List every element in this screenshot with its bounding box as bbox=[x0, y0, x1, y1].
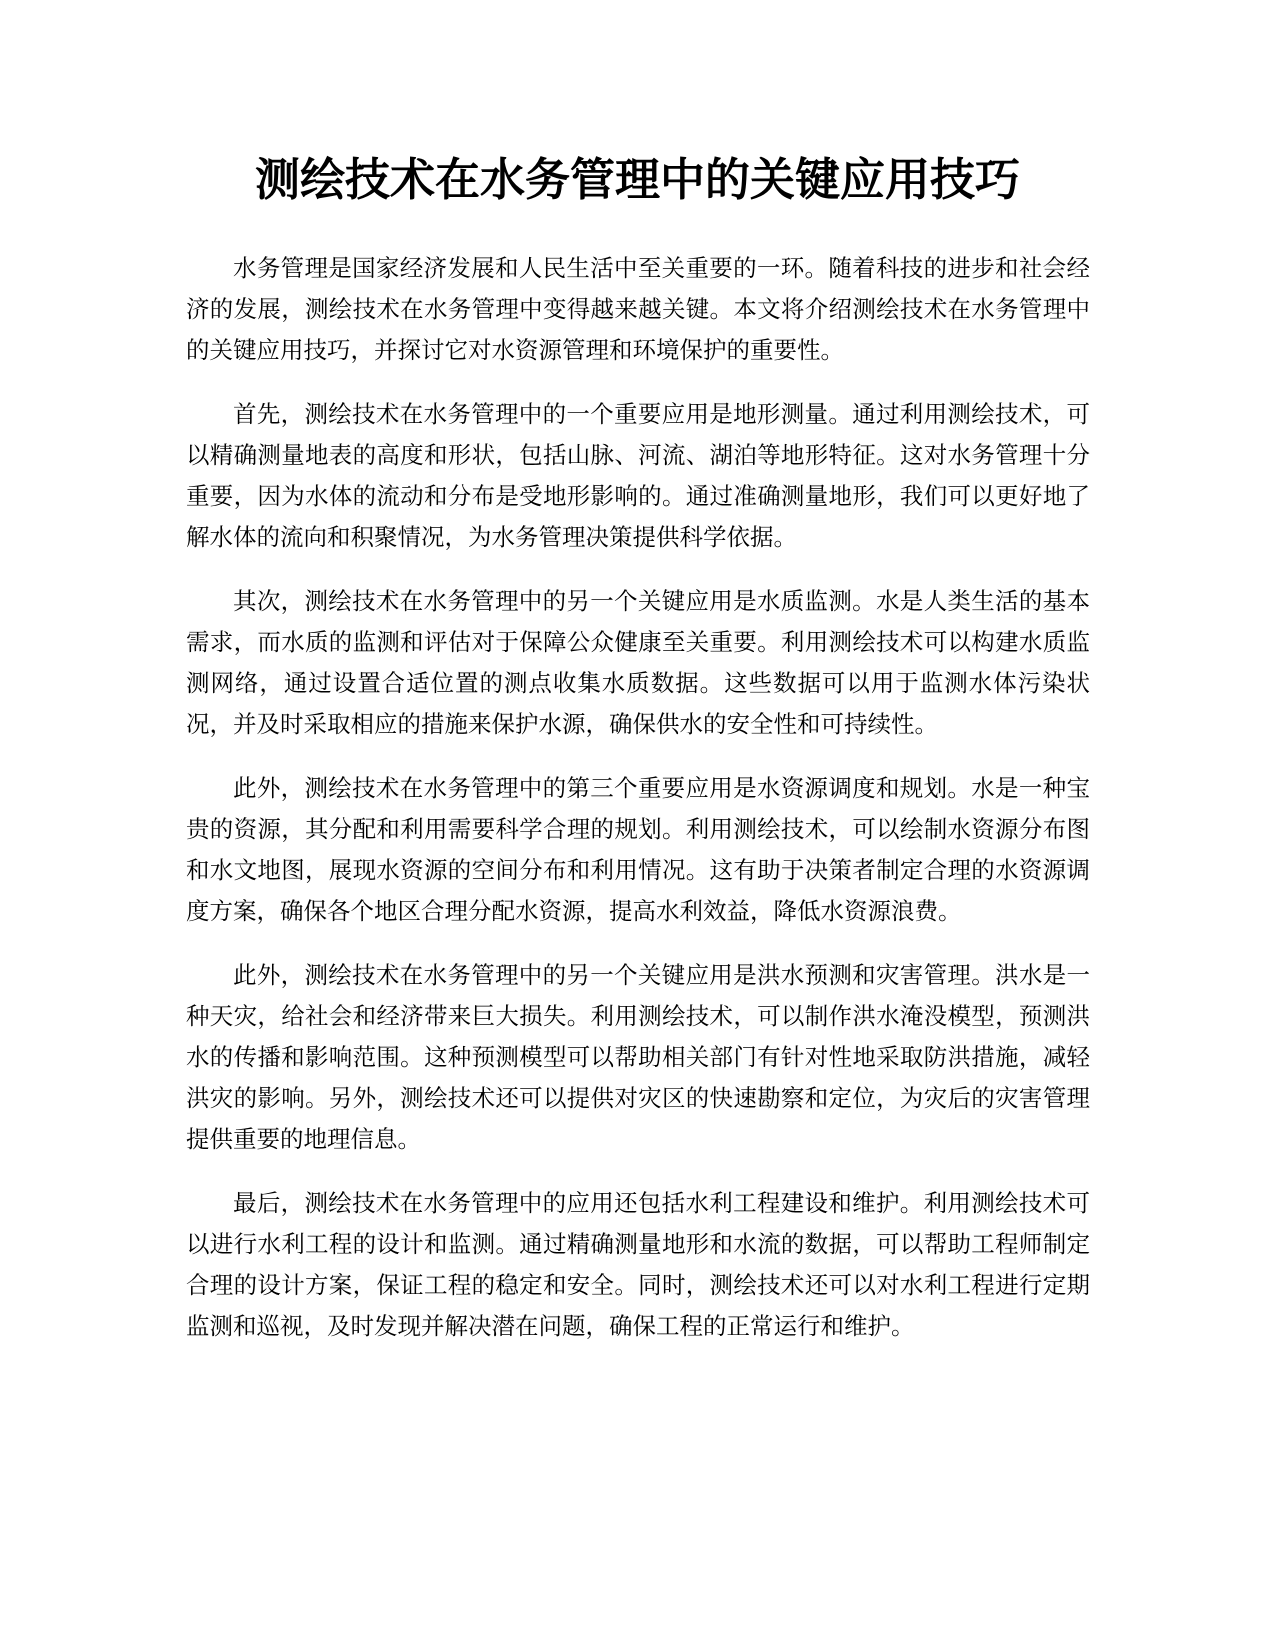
paragraph-flood-management: 此外，测绘技术在水务管理中的另一个关键应用是洪水预测和灾害管理。洪水是一种天灾，给社会和经济带来巨大损失。利用测绘技术，可以制作洪水淹没模型，预测洪水的传播和影响范围。这种预测模型可以帮助相关部门有针对性地采取防洪措施，减轻洪灾的影响。另外，测绘技术还可以提供对灾区的快速勘察和定位，为灾后的灾害管理提供重要的地理信息。 bbox=[186, 961, 1090, 1153]
paragraph-resource-planning: 此外，测绘技术在水务管理中的第三个重要应用是水资源调度和规划。水是一种宝贵的资源，其分配和利用需要科学合理的规划。利用测绘技术，可以绘制水资源分布图和水文地图，展现水资源的空间分布和利用情况。这有助于决策者制定合理的水资源调度方案，确保各个地区合理分配水资源，提高水利效益，降低水资源浪费。 bbox=[186, 774, 1090, 925]
paragraph-engineering: 最后，测绘技术在水务管理中的应用还包括水利工程建设和维护。利用测绘技术可以进行水利工程的设计和监测。通过精确测量地形和水流的数据，可以帮助工程师制定合理的设计方案，保证工程的稳定和安全。同时，测绘技术还可以对水利工程进行定期监测和巡视，及时发现并解决潜在问题，确保工程的正常运行和维护。 bbox=[186, 1189, 1090, 1340]
document-title: 测绘技术在水务管理中的关键应用技巧 bbox=[254, 153, 1020, 206]
document-body bbox=[186, 248, 1090, 1370]
paragraph-intro: 水务管理是国家经济发展和人民生活中至关重要的一环。随着科技的进步和社会经济的发展，测绘技术在水务管理中变得越来越关键。本文将介绍测绘技术在水务管理中的关键应用技巧，并探讨它对水资源管理和环境保护的重要性。 bbox=[186, 254, 1090, 364]
paragraph-water-quality: 其次，测绘技术在水务管理中的另一个关键应用是水质监测。水是人类生活的基本需求，而水质的监测和评估对于保障公众健康至关重要。利用测绘技术可以构建水质监测网络，通过设置合适位置的测点收集水质数据。这些数据可以用于监测水体污染状况，并及时采取相应的措施来保护水源，确保供水的安全性和可持续性。 bbox=[186, 587, 1090, 738]
paragraph-terrain-survey: 首先，测绘技术在水务管理中的一个重要应用是地形测量。通过利用测绘技术，可以精确测量地表的高度和形状，包括山脉、河流、湖泊等地形特征。这对水务管理十分重要，因为水体的流动和分布是受地形影响的。通过准确测量地形，我们可以更好地了解水体的流向和积聚情况，为水务管理决策提供科学依据。 bbox=[186, 400, 1090, 551]
